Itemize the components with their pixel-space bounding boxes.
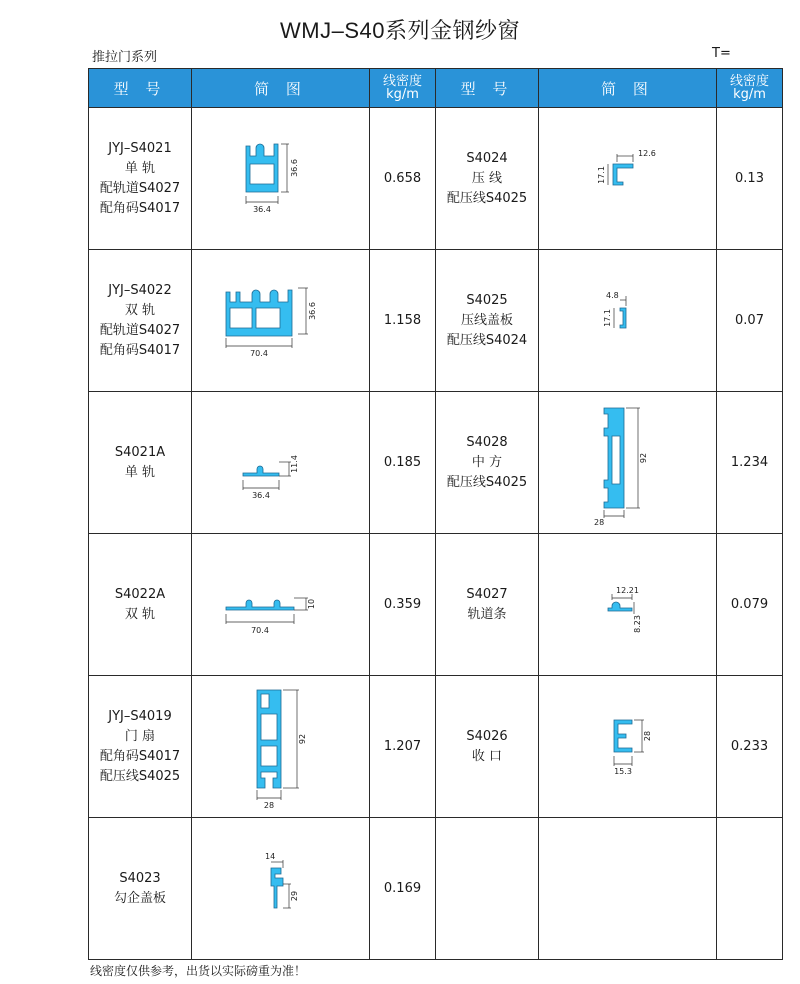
svg-text:14: 14 <box>264 851 275 861</box>
svg-text:36.6: 36.6 <box>289 158 299 177</box>
model-cell: S4027 轨道条 <box>436 534 539 676</box>
header-model: 型 号 <box>89 69 192 108</box>
svg-text:92: 92 <box>638 452 648 463</box>
density-cell: 0.169 <box>370 818 436 960</box>
table-row <box>89 108 783 250</box>
profile-s4021a-drawing <box>221 418 341 508</box>
profile-s4026-drawing <box>568 702 688 792</box>
drawing-cell <box>192 534 370 676</box>
profile-s4021-drawing <box>221 134 341 224</box>
drawing-cell <box>539 676 717 818</box>
model-cell: S4021A 单 轨 <box>89 392 192 534</box>
profile-s4024-drawing <box>568 134 688 224</box>
density-cell: 1.158 <box>370 250 436 392</box>
series-subtitle: 推拉门系列 <box>92 50 158 65</box>
table-row <box>89 676 783 818</box>
svg-text:28: 28 <box>642 730 652 741</box>
header-drawing: 简 图 <box>192 69 370 108</box>
svg-text:36.4: 36.4 <box>252 204 271 214</box>
model-cell: S4028 中 方 配压线S4025 <box>436 392 539 534</box>
profile-s4022a-drawing <box>216 560 346 650</box>
svg-text:8.23: 8.23 <box>632 614 642 633</box>
profile-s4022-drawing <box>216 276 346 366</box>
svg-text:10: 10 <box>306 598 316 609</box>
table-row <box>89 250 783 392</box>
model-cell: JYJ–S4022 双 轨 配轨道S4027 配角码S4017 <box>89 250 192 392</box>
table-header-row <box>89 69 783 108</box>
empty-cell <box>539 818 717 960</box>
model-cell: S4025 压线盖板 配压线S4024 <box>436 250 539 392</box>
density-cell: 1.234 <box>717 392 783 534</box>
drawing-cell <box>539 392 717 534</box>
density-cell: 0.079 <box>717 534 783 676</box>
drawing-cell <box>192 108 370 250</box>
drawing-cell <box>539 250 717 392</box>
drawing-cell <box>192 250 370 392</box>
model-cell: S4022A 双 轨 <box>89 534 192 676</box>
footnote: 线密度仅供参考，出货以实际磅重为准！ <box>90 964 307 978</box>
drawing-cell <box>539 108 717 250</box>
svg-text:70.4: 70.4 <box>249 348 268 358</box>
drawing-cell <box>192 392 370 534</box>
svg-text:29: 29 <box>289 890 299 901</box>
density-cell: 0.07 <box>717 250 783 392</box>
density-cell: 0.13 <box>717 108 783 250</box>
page-title: WMJ–S40系列金钢纱窗 <box>280 18 520 43</box>
svg-text:4.8: 4.8 <box>605 290 619 300</box>
svg-text:28: 28 <box>593 517 604 527</box>
empty-cell <box>717 818 783 960</box>
header-density: 线密度 kg/m <box>370 69 436 108</box>
svg-text:11.4: 11.4 <box>289 454 299 473</box>
svg-text:92: 92 <box>297 733 307 744</box>
density-cell: 0.658 <box>370 108 436 250</box>
svg-text:17.1: 17.1 <box>602 308 612 327</box>
table-row <box>89 534 783 676</box>
drawing-cell <box>192 818 370 960</box>
svg-text:12.6: 12.6 <box>637 148 656 158</box>
drawing-cell <box>192 676 370 818</box>
model-cell: S4026 收 口 <box>436 676 539 818</box>
svg-text:12.21: 12.21 <box>615 585 639 595</box>
density-cell: 1.207 <box>370 676 436 818</box>
table-row <box>89 818 783 960</box>
density-cell: 0.185 <box>370 392 436 534</box>
profile-s4023-drawing <box>221 844 341 934</box>
density-cell: 0.233 <box>717 676 783 818</box>
model-cell: S4024 压 线 配压线S4025 <box>436 108 539 250</box>
table-row <box>89 392 783 534</box>
profile-s4028-drawing <box>568 398 688 528</box>
profile-s4025-drawing <box>568 276 688 366</box>
empty-cell <box>436 818 539 960</box>
header-drawing: 简 图 <box>539 69 717 108</box>
profile-s4027-drawing <box>568 560 688 650</box>
density-cell: 0.359 <box>370 534 436 676</box>
svg-text:15.3: 15.3 <box>613 766 632 776</box>
t-mark: T= <box>712 46 731 61</box>
svg-text:70.4: 70.4 <box>250 625 269 635</box>
svg-text:28: 28 <box>263 800 274 810</box>
model-cell: JYJ–S4021 单 轨 配轨道S4027 配角码S4017 <box>89 108 192 250</box>
svg-text:17.1: 17.1 <box>596 165 606 184</box>
model-cell: S4023 勾企盖板 <box>89 818 192 960</box>
profile-s4019-drawing <box>221 682 341 812</box>
header-density: 线密度 kg/m <box>717 69 783 108</box>
header-model: 型 号 <box>436 69 539 108</box>
drawing-cell <box>539 534 717 676</box>
spec-table <box>88 68 783 960</box>
model-cell: JYJ–S4019 门 扇 配角码S4017 配压线S4025 <box>89 676 192 818</box>
svg-text:36.4: 36.4 <box>251 490 270 500</box>
svg-text:36.6: 36.6 <box>307 301 317 320</box>
